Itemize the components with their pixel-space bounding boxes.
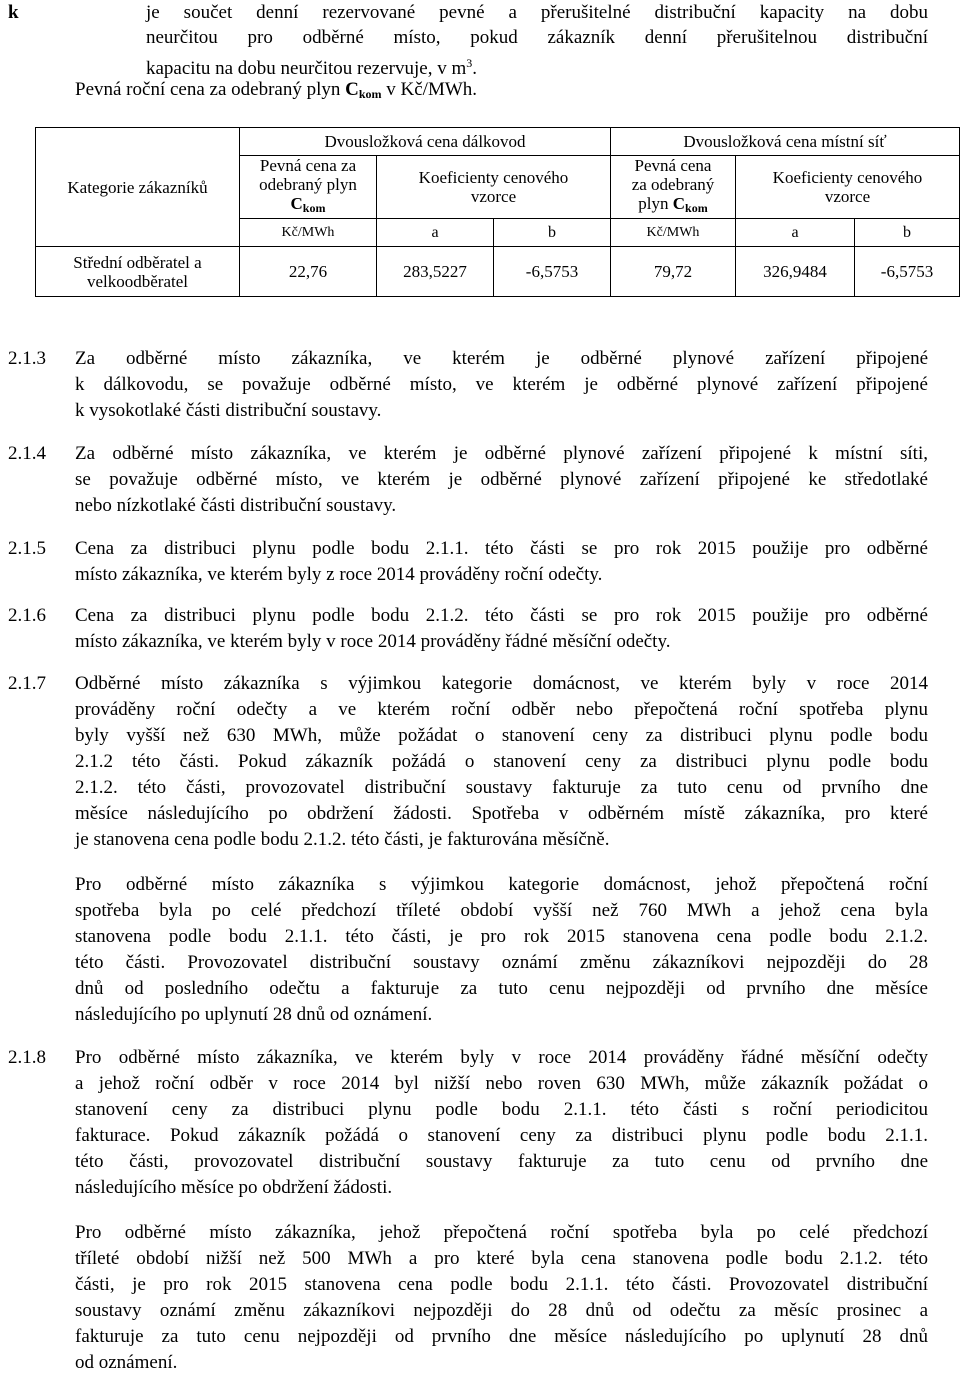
category-header: Kategorie zákazníků (36, 128, 240, 247)
group-header-dalkovod: Dvousložková cena dálkovod (240, 128, 611, 156)
paragraph-line: následujícího po uplynutí 28 dnů od oznámení. (75, 1004, 433, 1025)
col-header-coefficients: Koeficienty cenového vzorce (736, 156, 960, 219)
unit-cell: Kč/MWh (240, 219, 377, 247)
unit-exponent: 3 (466, 56, 473, 70)
paragraph-line: měsíce následujícího po obdržení žádosti. Spotřeba v odběrném místě zákazníka, pro které (75, 803, 928, 824)
paragraph-line: Cena za distribuci plynu podle bodu 2.1.1. této části se pro rok 2015 použije pro odběrné (75, 538, 928, 559)
section-number: 2.1.5 (8, 538, 46, 559)
paragraph-line: a jehož roční odběr v roce 2014 byl nižší nebo roven 630 MWh, může zákazník požádat o (75, 1073, 928, 1094)
paragraph-line: fakturuje za tuto cenu nejpozději od prvního dne měsíce následujícího po uplynutí 28 dnů (75, 1326, 928, 1347)
section-number: 2.1.8 (8, 1047, 46, 1068)
paragraph-line: místo zákazníka, ve kterém byly v roce 2014 prováděny řádné měsíční odečty. (75, 631, 671, 652)
price-table (35, 127, 960, 297)
ckom-text: Pevná roční cena za odebraný plyn (75, 79, 341, 100)
unit-cell: a (736, 219, 855, 247)
paragraph-line: následujícího měsíce po obdržení žádosti. (75, 1177, 393, 1198)
paragraph-line: této části. Provozovatel distribuční soustavy oznámí změnu zákazníkovi nejpozději do 28 (75, 952, 928, 973)
paragraph-line: se považuje odběrné místo, ve kterém je odběrné plynové zařízení připojené ke středotlaké (75, 469, 928, 490)
paragraph-line: od oznámení. (75, 1352, 178, 1373)
col-header-coefficients: Koeficienty cenového vzorce (377, 156, 611, 219)
paragraph-line: Za odběrné místo zákazníka, ve kterém je odběrné plynové zařízení připojené k místní síti, (75, 443, 928, 464)
ckom-unit: v Kč/MWh. (386, 79, 478, 100)
value-cell: 22,76 (240, 247, 377, 297)
paragraph-line: Cena za distribuci plynu podle bodu 2.1.2. této části se pro rok 2015 použije pro odběrné (75, 605, 928, 626)
ckom-symbol: C (345, 79, 359, 100)
ckom-definition (75, 78, 477, 106)
paragraph-line: spotřeba byla po celé předchozí tříleté období vyšší než 760 MWh a jehož cena byla (75, 900, 928, 921)
value-cell: 79,72 (611, 247, 736, 297)
k-definition-line: neurčitou pro odběrné místo, pokud zákazník denní přerušitelnou distribuční (146, 27, 928, 48)
paragraph-line: Pro odběrné místo zákazníka, jehož přepočtená roční spotřeba byla po celé předchozí (75, 1222, 928, 1243)
value-cell: 326,9484 (736, 247, 855, 297)
value-cell: 283,5227 (377, 247, 494, 297)
section-number: 2.1.4 (8, 443, 46, 464)
k-definition-line: je součet denní rezervované pevné a přerušitelné distribuční kapacity na dobu (146, 2, 928, 23)
col-header-fixed-price: Pevná cena za odebraný plyn $C_{kom}$ (240, 156, 377, 219)
value-cell: -6,5753 (855, 247, 960, 297)
paragraph-line: k dálkovodu, se považuje odběrné místo, ve kterém je odběrné plynové zařízení připojené (75, 374, 928, 395)
unit-cell: Kč/MWh (611, 219, 736, 247)
k-symbol: k (8, 2, 19, 23)
paragraph-line: části, je pro rok 2015 stanovena cena podle bodu 2.1.1. této části. Provozovatel distribuční (75, 1274, 928, 1295)
section-number: 2.1.6 (8, 605, 46, 626)
row-label: Střední odběratel a velkoodběratel (36, 247, 240, 297)
paragraph-line: soustavy oznámí změnu zákazníkovi nejpozději do 28 dnů od odečtu za měsíc prosinec a (75, 1300, 928, 1321)
k-definition-text: kapacitu na dobu neurčitou rezervuje, v m (146, 58, 467, 79)
paragraph-line: Pro odběrné místo zákazníka s výjimkou kategorie domácnost, jehož přepočtená roční (75, 874, 928, 895)
paragraph-line: stanovena podle bodu 2.1.1. této části, je pro rok 2015 stanovena cena podle bodu 2.1.2. (75, 926, 928, 947)
value-cell: -6,5753 (494, 247, 611, 297)
unit-cell: b (855, 219, 960, 247)
paragraph-line: Pro odběrné místo zákazníka, ve kterém byly v roce 2014 prováděny řádné měsíční odečty (75, 1047, 928, 1068)
section-number: 2.1.7 (8, 673, 46, 694)
paragraph-line: je stanovena cena podle bodu 2.1.2. této části, je fakturována měsíčně. (75, 829, 610, 850)
group-header-mistni-sit: Dvousložková cena místní síť (611, 128, 960, 156)
col-header-fixed-price: Pevná cena za odebraný plyn $C_{kom}$ (611, 156, 736, 219)
paragraph-line: Odběrné místo zákazníka s výjimkou kategorie domácnost, ve kterém byly v roce 2014 (75, 673, 928, 694)
paragraph-line: 2.1.2. této části, provozovatel distribuční soustavy fakturuje za tuto cenu od prvního dne (75, 777, 928, 798)
paragraph-line: této části, provozovatel distribuční soustavy fakturuje za tuto cenu od prvního dne (75, 1151, 928, 1172)
paragraph-line: byly vyšší než 630 MWh, může požádat o stanovení ceny za distribuci plynu podle bodu (75, 725, 928, 746)
paragraph-line: Za odběrné místo zákazníka, ve kterém je odběrné plynové zařízení připojené (75, 348, 928, 369)
paragraph-line: fakturace. Pokud zákazník požádá o stanovení ceny za distribuci plynu podle bodu 2.1.1. (75, 1125, 928, 1146)
k-definition-line (146, 51, 477, 81)
k-definition-text: . (472, 58, 477, 79)
paragraph-line: tříleté období nižší než 500 MWh a pro které byla cena stanovena podle bodu 2.1.2. této (75, 1248, 928, 1269)
paragraph-line: nebo nízkotlaké části distribuční soustavy. (75, 495, 397, 516)
unit-cell: b (494, 219, 611, 247)
paragraph-line: k vysokotlaké části distribuční soustavy. (75, 400, 382, 421)
paragraph-line: místo zákazníka, ve kterém byly z roce 2014 prováděny roční odečty. (75, 564, 603, 585)
ckom-subscript: kom (358, 87, 382, 101)
paragraph-line: 2.1.2 této části. Pokud zákazník požádá o stanovení ceny za distribuci plynu podle bodu (75, 751, 928, 772)
paragraph-line: stanovení ceny za distribuci plynu podle bodu 2.1.1. této části s roční periodicitou (75, 1099, 928, 1120)
section-number: 2.1.3 (8, 348, 46, 369)
paragraph-line: dnů od posledního odečtu a fakturuje za tuto cenu nejpozději od prvního dne měsíce (75, 978, 928, 999)
paragraph-line: prováděny roční odečty a ve kterém roční odběr nebo přepočtená roční spotřeba plynu (75, 699, 928, 720)
unit-cell: a (377, 219, 494, 247)
